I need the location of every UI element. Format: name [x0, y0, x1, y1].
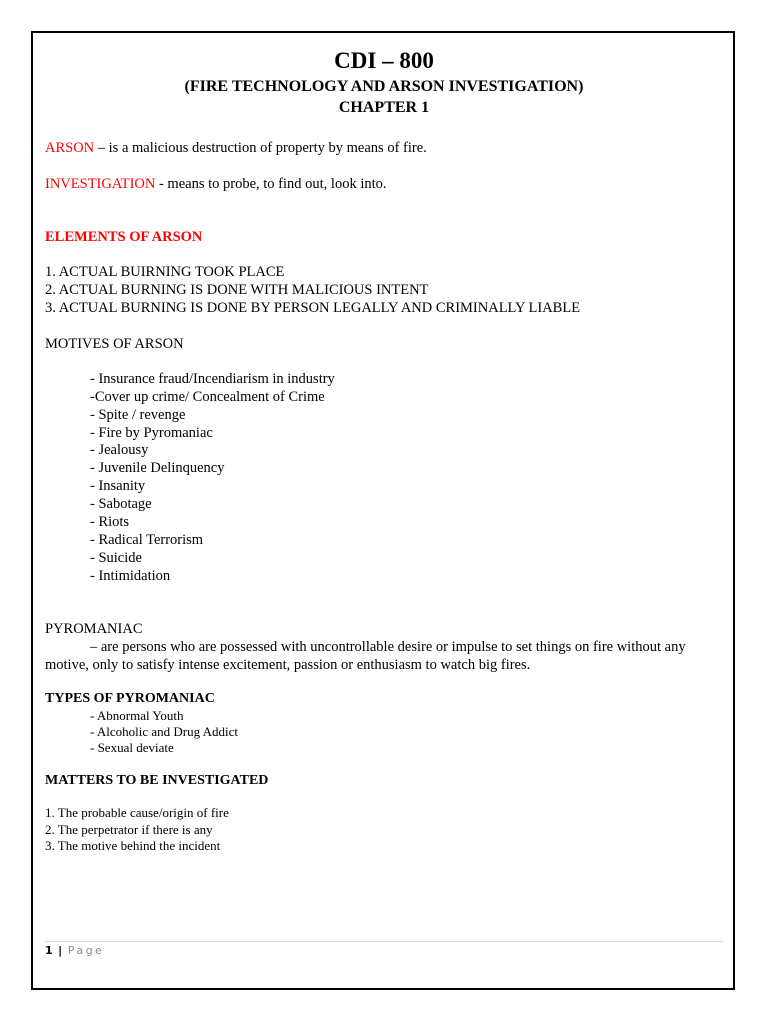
pyromaniac-definition: – are persons who are possessed with uncontrollable desire or impulse to set things on fire without any motive, only to satisfy intense excitement, passion or enthusiasm to watch big fires.: [45, 639, 686, 673]
document-title: CDI – 800: [334, 48, 434, 73]
motive-item: - Insurance fraud/Incendiarism in industry: [90, 371, 335, 387]
motive-item: - Intimidation: [90, 568, 171, 584]
type-item: - Sexual deviate: [90, 740, 174, 755]
motive-item: - Radical Terrorism: [90, 532, 204, 548]
investigation-text: - means to probe, to find out, look into.: [155, 176, 387, 192]
matter-item: 3. The motive behind the incident: [45, 838, 221, 853]
motive-item: - Jealousy: [90, 442, 149, 458]
pyromaniac-heading: PYROMANIAC: [45, 621, 143, 637]
motive-item: - Sabotage: [90, 496, 152, 512]
footer-separator: |: [58, 944, 63, 957]
motive-item: - Insanity: [90, 478, 146, 494]
motive-item: - Juvenile Delinquency: [90, 460, 225, 476]
arson-definition: [45, 139, 427, 157]
element-item: 1. ACTUAL BUIRNING TOOK PLACE: [45, 264, 285, 280]
chapter-heading: CHAPTER 1: [338, 99, 430, 116]
document-subtitle: (FIRE TECHNOLOGY AND ARSON INVESTIGATION): [184, 78, 584, 95]
page-label: Page: [67, 944, 105, 957]
types-heading: TYPES OF PYROMANIAC: [45, 691, 215, 706]
motive-item: - Suicide: [90, 550, 142, 566]
investigation-definition: [45, 175, 387, 193]
element-item: 2. ACTUAL BURNING IS DONE WITH MALICIOUS INTENT: [45, 282, 429, 298]
page-footer: [45, 944, 104, 958]
motive-item: - Spite / revenge: [90, 407, 186, 423]
matter-item: 1. The probable cause/origin of fire: [45, 805, 229, 820]
arson-term: ARSON: [45, 140, 95, 156]
arson-text: – is a malicious destruction of property by means of fire.: [94, 140, 427, 156]
investigation-term: INVESTIGATION: [45, 176, 156, 192]
page-number: 1: [45, 944, 53, 957]
motive-item: - Riots: [90, 514, 130, 530]
motive-item: -Cover up crime/ Concealment of Crime: [90, 389, 325, 405]
elements-heading: ELEMENTS OF ARSON: [45, 229, 203, 245]
matter-item: 2. The perpetrator if there is any: [45, 822, 213, 837]
footer-divider: [45, 941, 723, 942]
type-item: - Abnormal Youth: [90, 708, 184, 723]
motives-heading: MOTIVES OF ARSON: [45, 336, 184, 352]
element-item: 3. ACTUAL BURNING IS DONE BY PERSON LEGALLY AND CRIMINALLY LIABLE: [45, 300, 581, 316]
motive-item: - Fire by Pyromaniac: [90, 425, 213, 441]
matters-heading: MATTERS TO BE INVESTIGATED: [45, 773, 269, 788]
type-item: - Alcoholic and Drug Addict: [90, 724, 239, 739]
